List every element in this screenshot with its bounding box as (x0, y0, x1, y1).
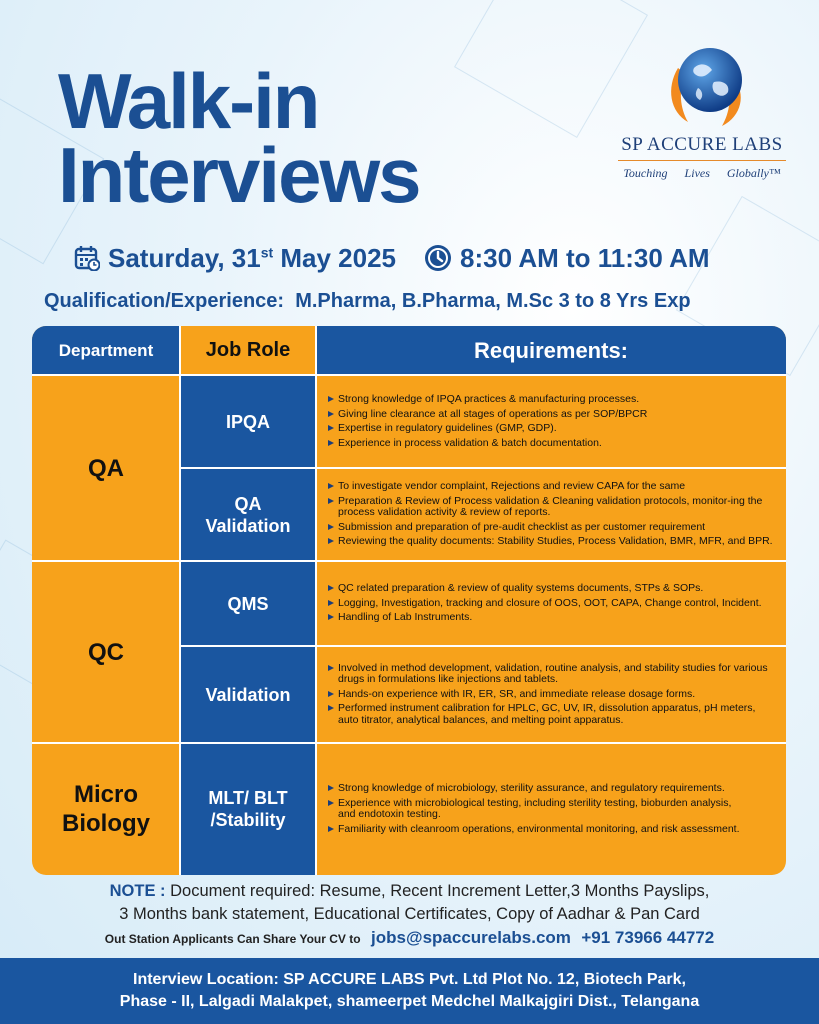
requirements-qms (316, 561, 786, 646)
list-item: Strong knowledge of IPQA practices & manufacturing processes. (328, 394, 647, 406)
list-item: Expertise in regulatory guidelines (GMP, GDP). (328, 423, 647, 435)
brand-tagline: Touching Lives Globally™ (623, 166, 781, 180)
role-validation: Validation (180, 646, 316, 743)
header-requirements: Requirements: (316, 326, 786, 375)
qualification-label: Qualification/Experience: (44, 290, 285, 312)
list-item: Involved in method development, validation, routine analysis, and stability studies for various drugs in formulations like injections and tablets. (328, 663, 778, 686)
note-line-2: 3 Months bank statement, Educational Certificates, Copy of Aadhar & Pan Card (119, 905, 700, 923)
footer-line-1: Interview Location: SP ACCURE LABS Pvt. Ltd Plot No. 12, Biotech Park, (133, 971, 686, 988)
requirements-validation (316, 646, 786, 743)
list-item: Strong knowledge of microbiology, sterility assurance, and regulatory requirements. (328, 783, 746, 795)
role-qms: QMS (180, 561, 316, 646)
list-item: Familiarity with cleanroom operations, environmental monitoring, and risk assessment. (328, 824, 746, 836)
calendar-icon (74, 245, 100, 271)
qualification (44, 290, 691, 313)
clock-icon (424, 244, 452, 272)
list-item: Experience with microbiological testing, including sterility testing, bioburden analysis, and endotoxin testing. (328, 798, 746, 821)
role-ipqa: IPQA (180, 375, 316, 468)
list-item: Handling of Lab Instruments. (328, 612, 762, 624)
list-item: Hands-on experience with IR, ER, SR, and immediate release dosage forms. (328, 689, 778, 701)
page-title (58, 57, 420, 219)
list-item: Reviewing the quality documents: Stability Studies, Process Validation, BMR, MFR, and BPR. (328, 536, 778, 548)
department-qc: QC (88, 638, 124, 666)
cv-prompt: Out Station Applicants Can Share Your CV to (104, 932, 361, 946)
requirements-qa-validation (316, 468, 786, 561)
list-item: QC related preparation & review of quality systems documents, STPs & SOPs. (328, 583, 762, 595)
schedule (74, 238, 710, 278)
note-label: NOTE : (109, 882, 166, 900)
grid-line (32, 374, 786, 376)
cv-contact (0, 928, 819, 948)
globe-icon (664, 38, 754, 128)
grid-line (180, 645, 786, 647)
interview-time: 8:30 AM to 11:30 AM (460, 242, 710, 273)
header-job-role: Job Role (180, 326, 316, 375)
contact-phone-link[interactable]: +91 73966 44772 (581, 928, 715, 947)
list-item: Preparation & Review of Process validation & Cleaning validation protocols, monitor-ing the process validation activity & review of reports. (328, 496, 778, 519)
role-qa-validation: QA Validation (180, 468, 316, 561)
title-line-1: Walk-in (58, 57, 319, 145)
grid-line (32, 560, 786, 562)
footer-location (0, 958, 819, 1024)
footer-line-2: Phase - II, Lalgadi Malakpet, shameerpet Medchel Malkajgiri Dist., Telangana (119, 993, 700, 1010)
contact-email-link[interactable]: jobs@spaccurelabs.com (371, 928, 571, 947)
department-qa: QA (88, 454, 124, 482)
grid-line (315, 326, 317, 875)
brand-name: SP ACCURE LABS (621, 134, 783, 155)
department-micro-biology: Micro Biology (62, 781, 150, 837)
list-item: To investigate vendor complaint, Rejections and review CAPA for the same (328, 481, 778, 493)
grid-line (179, 326, 181, 875)
brand-divider (618, 160, 786, 161)
requirements-ipqa (316, 375, 786, 468)
qualification-value: M.Pharma, B.Pharma, M.Sc 3 to 8 Yrs Exp (295, 290, 691, 312)
role-mlt-blt-stability: MLT/ BLT /Stability (180, 743, 316, 875)
list-item: Logging, Investigation, tracking and closure of OOS, OOT, CAPA, Change control, Incident. (328, 598, 762, 610)
list-item: Submission and preparation of pre-audit checklist as per customer requirement (328, 522, 778, 534)
company-logo (612, 38, 792, 188)
list-item: Giving line clearance at all stages of operations as per SOP/BPCR (328, 409, 647, 421)
list-item: Performed instrument calibration for HPLC, GC, UV, IR, dissolution apparatus, pH meters, auto titrator, analytical balances, and melting point apparatus. (328, 703, 778, 726)
requirements-mlt-blt-stability (316, 743, 786, 875)
grid-line (180, 467, 786, 469)
jobs-table (32, 326, 786, 875)
grid-line (32, 742, 786, 744)
header-department: Department (32, 326, 180, 375)
title-line-2: Interviews (58, 131, 420, 219)
note-line-1: NOTE : Document required: Resume, Recent Increment Letter,3 Months Payslips, (109, 882, 710, 900)
interview-date: Saturday, 31st May 2025 (108, 242, 397, 273)
list-item: Experience in process validation & batch documentation. (328, 438, 647, 450)
